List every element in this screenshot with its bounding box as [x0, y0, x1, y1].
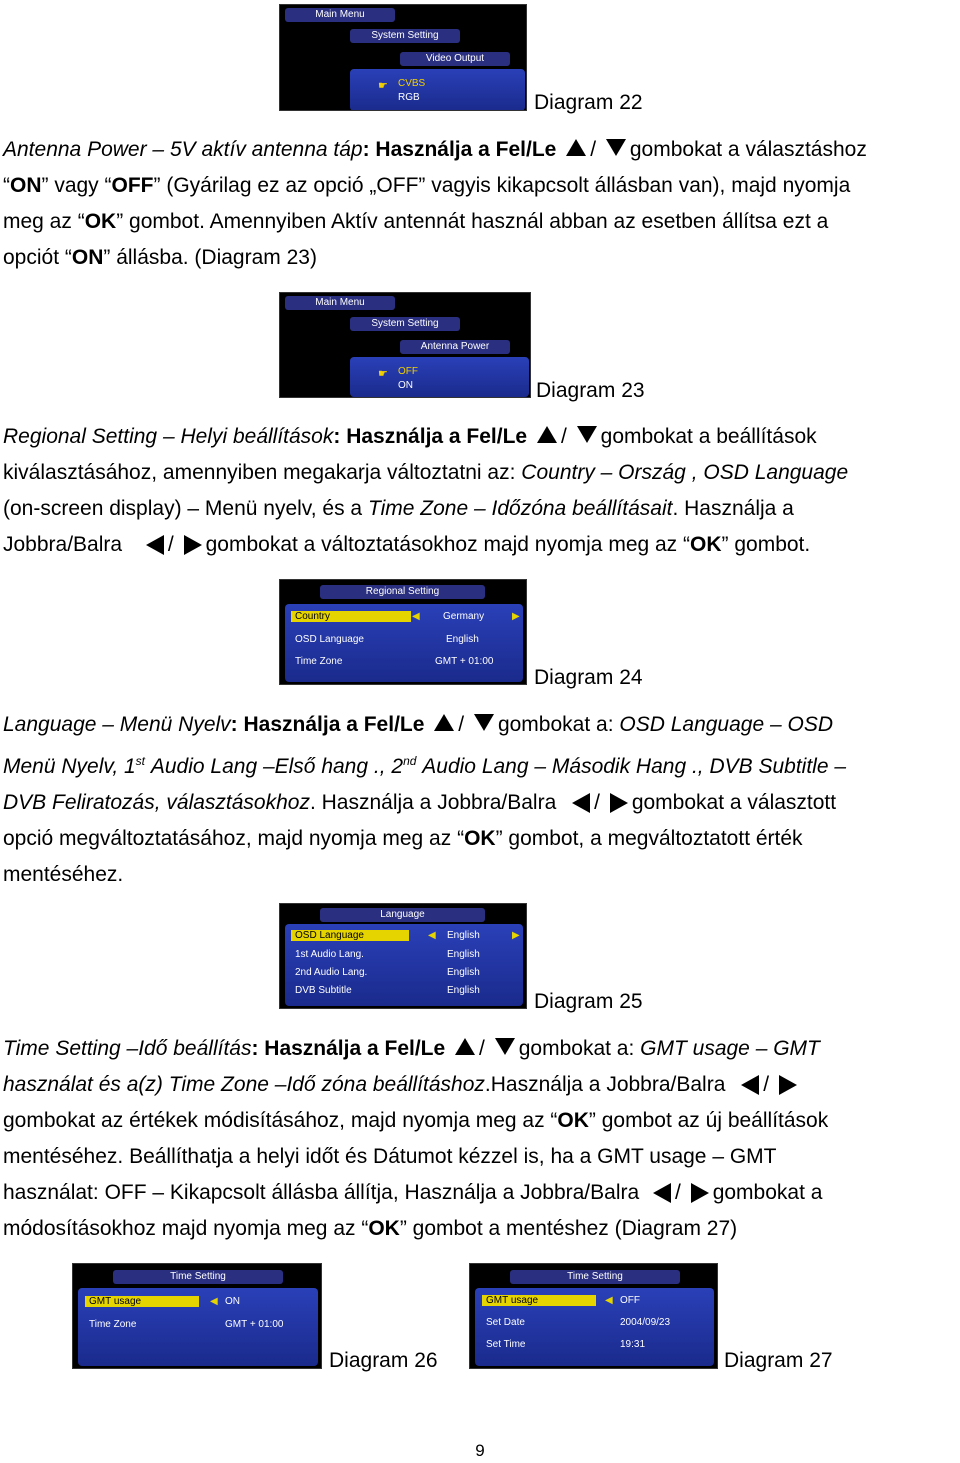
row-1st-audio-label[interactable]: 1st Audio Lang. — [295, 949, 364, 960]
left-chevron-icon[interactable]: ◀ — [412, 611, 420, 622]
down-arrow-icon — [577, 426, 597, 443]
diagram-24-screenshot — [279, 579, 527, 685]
row-time-zone-value: GMT + 01:00 — [435, 656, 494, 667]
left-arrow-icon — [653, 1183, 671, 1203]
system-setting-title: System Setting — [350, 29, 460, 43]
pointer-icon: ☛ — [378, 80, 388, 92]
row-osd-language-value: English — [446, 634, 479, 645]
down-arrow-icon — [606, 139, 626, 156]
row-time-zone-value: GMT + 01:00 — [225, 1319, 284, 1330]
time-setting-title: Time Setting — [113, 1270, 283, 1284]
up-arrow-icon — [434, 714, 454, 731]
row-set-time-label[interactable]: Set Time — [486, 1339, 526, 1350]
row-gmt-usage-label[interactable]: GMT usage — [85, 1296, 199, 1307]
language-title: Language — [320, 908, 485, 922]
row-1st-audio-value: English — [447, 949, 480, 960]
row-osd-language-label[interactable]: OSD Language — [295, 634, 364, 645]
diagram-27-caption: Diagram 27 — [724, 1349, 833, 1372]
page-number: 9 — [475, 1441, 485, 1460]
down-arrow-icon — [474, 714, 494, 731]
right-arrow-icon — [610, 793, 628, 813]
row-time-zone-label[interactable]: Time Zone — [295, 656, 343, 667]
antenna-power-title: Antenna Power — [400, 340, 510, 354]
left-chevron-icon[interactable]: ◀ — [428, 930, 436, 941]
left-arrow-icon — [146, 535, 164, 555]
down-arrow-icon — [495, 1038, 515, 1055]
diagram-26-screenshot — [72, 1263, 322, 1369]
options-panel — [350, 357, 529, 397]
left-arrow-icon — [572, 793, 590, 813]
row-set-date-value: 2004/09/23 — [620, 1317, 671, 1328]
time-setting-title: Time Setting — [510, 1270, 680, 1284]
option-off[interactable]: OFF — [398, 366, 418, 377]
pointer-icon: ☛ — [378, 368, 388, 380]
diagram-25-caption: Diagram 25 — [534, 990, 643, 1013]
option-cvbs[interactable]: CVBS — [398, 78, 426, 89]
right-chevron-icon[interactable]: ▶ — [512, 611, 520, 622]
paragraph-regional-setting: Regional Setting – Helyi beállítások: Használja a Fel/Le / gombokat a beállítások kiválasztásához, amennyiben megakarja változtatni az: Country – Ország , OSD Language (on-screen display) – Menü nyelv, és a Time Zone – Időzóna beállításait. Használja a Jobbra/Balra / gombokat a változtatásokhoz majd nyomja meg az “OK” gombot. — [3, 425, 849, 556]
diagram-25-screenshot — [279, 903, 527, 1009]
diagram-22-screenshot — [279, 4, 527, 111]
options-panel — [350, 69, 525, 111]
paragraph-time-setting: Time Setting –Idő beállítás: Használja a Fel/Le / gombokat a: GMT usage – GMT használat és a(z) Time Zone –Idő zóna beállításhoz.Használja a Jobbra/Balra / gombokat az értékek módisításához, majd nyomja meg az “OK” gombot az új beállítások mentéséhez. Beállíthatja a helyi időt és Dátumot kézzel is, ha a GMT usage – GMT használat: OFF – Kikapcsolt állásba állítja, Használja a Jobbra/Balra / gombokat a módosításokhoz majd nyomja meg az “OK” gombot a mentéshez (Diagram 27) — [3, 1037, 829, 1240]
row-time-zone-label[interactable]: Time Zone — [89, 1319, 137, 1330]
time-setting-heading: Time Setting –Idő beállítás — [3, 1037, 252, 1060]
row-osd-language-label[interactable]: OSD Language — [291, 930, 409, 941]
diagram-24-caption: Diagram 24 — [534, 666, 643, 689]
video-output-title: Video Output — [400, 52, 510, 66]
row-country-label[interactable]: Country — [291, 611, 411, 622]
right-chevron-icon[interactable]: ▶ — [512, 930, 520, 941]
left-chevron-icon[interactable]: ◀ — [210, 1296, 218, 1307]
row-dvb-subtitle-value: English — [447, 985, 480, 996]
option-rgb[interactable]: RGB — [398, 92, 420, 103]
row-country-value: Germany — [443, 611, 485, 622]
system-setting-title: System Setting — [350, 317, 460, 331]
option-on[interactable]: ON — [398, 380, 413, 391]
diagram-23-screenshot — [279, 292, 531, 398]
up-arrow-icon — [566, 139, 586, 156]
up-arrow-icon — [455, 1038, 475, 1055]
paragraph-language: Language – Menü Nyelv: Használja a Fel/Le / gombokat a: OSD Language – OSD Menü Nyelv, 1st Audio Lang –Első hang ., 2nd Audio Lang – Második Hang ., DVB Subtitle – DVB Feliratozás, választásokhoz. Használja a Jobbra/Balra / gombokat a választott opció megváltoztatásához, majd nyomja meg az “OK” gombot, a megváltoztatott érték mentéséhez. — [3, 713, 847, 886]
row-gmt-usage-value: ON — [225, 1296, 240, 1307]
diagram-26-caption: Diagram 26 — [329, 1349, 438, 1372]
paragraph-antenna-power: Antenna Power – 5V aktív antenna táp: Használja a Fel/Le / gombokat a választáshoz “ON” vagy “OFF” (Gyárilag ez az opció „OFF” vagyis kikapcsolt állásban van), majd nyomja meg az “OK” gombot. Amennyiben Aktív antennát használ abban az esetben állítsa ezt a opciót “ON” állásba. (Diagram 23) — [3, 138, 867, 269]
left-arrow-icon — [741, 1075, 759, 1095]
regional-setting-heading: Regional Setting – Helyi beállítások — [3, 425, 334, 448]
diagram-27-screenshot — [469, 1263, 718, 1369]
regional-setting-title: Regional Setting — [320, 585, 485, 599]
left-chevron-icon[interactable]: ◀ — [605, 1295, 613, 1306]
row-set-date-label[interactable]: Set Date — [486, 1317, 525, 1328]
right-arrow-icon — [779, 1075, 797, 1095]
diagram-23-caption: Diagram 23 — [536, 379, 645, 402]
row-set-time-value: 19:31 — [620, 1339, 646, 1350]
row-gmt-usage-label[interactable]: GMT usage — [482, 1295, 596, 1306]
row-osd-language-value: English — [447, 930, 480, 941]
right-arrow-icon — [691, 1183, 709, 1203]
row-2nd-audio-value: English — [447, 967, 480, 978]
antenna-power-heading: Antenna Power – 5V aktív antenna táp — [3, 138, 363, 161]
right-arrow-icon — [184, 535, 202, 555]
row-dvb-subtitle-label[interactable]: DVB Subtitle — [295, 985, 352, 996]
up-arrow-icon — [537, 426, 557, 443]
row-gmt-usage-value: OFF — [620, 1295, 640, 1306]
row-2nd-audio-label[interactable]: 2nd Audio Lang. — [295, 967, 368, 978]
diagram-22-caption: Diagram 22 — [534, 91, 643, 114]
language-heading: Language – Menü Nyelv — [3, 713, 231, 736]
main-menu-title: Main Menu — [285, 8, 395, 22]
main-menu-title: Main Menu — [285, 296, 395, 310]
